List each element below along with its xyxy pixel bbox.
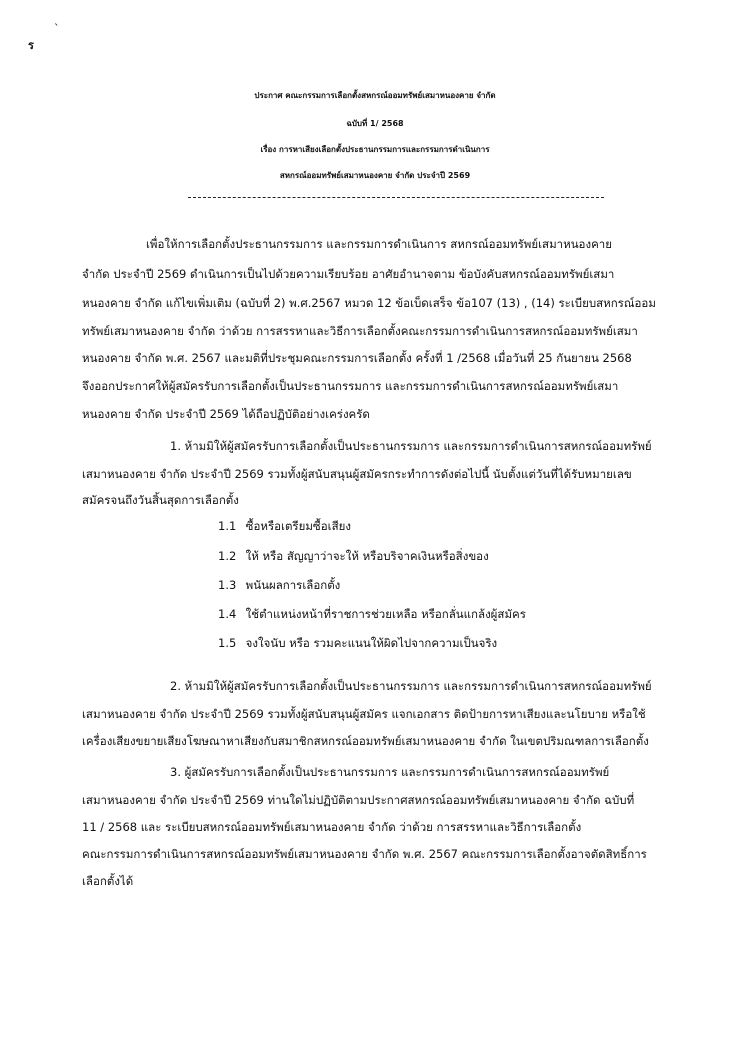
list-item-text: ให้ หรือ สัญญาว่าจะให้ หรือบริจาคเงินหรือสิ่งของ bbox=[245, 549, 489, 563]
list-item-number: 1.2 bbox=[218, 549, 237, 563]
paragraph-line: ทรัพย์เสมาหนองคาย จำกัด ว่าด้วย การสรรหาและวิธีการเลือกตั้งคณะกรรมการดำเนินการสหกรณ์ออมทรัพย์เสมา bbox=[82, 324, 638, 338]
paragraph-line: จำกัด ประจำปี 2569 ดำเนินการเป็นไปด้วยความเรียบร้อย อาศัยอำนาจตาม ข้อบังคับสหกรณ์ออมทรัพย์เสมา bbox=[82, 267, 615, 281]
announcement-number: ฉบับที่ 1/ 2568 bbox=[346, 119, 404, 128]
list-item-number: 1.5 bbox=[218, 636, 237, 650]
list-item-text: พนันผลการเลือกตั้ง bbox=[245, 578, 341, 592]
list-item-text: จงใจนับ หรือ รวมคะแนนให้ผิดไปจากความเป็นจริง bbox=[245, 636, 498, 650]
list-item-number: 1.3 bbox=[218, 578, 237, 592]
paragraph-line: เพื่อให้การเลือกตั้งประธานกรรมการ และกรรมการดำเนินการ สหกรณ์ออมทรัพย์เสมาหนองคาย bbox=[146, 237, 612, 251]
paragraph-line: 2. ห้ามมิให้ผู้สมัครรับการเลือกตั้งเป็นประธานกรรมการ และกรรมการดำเนินการสหกรณ์ออมทรัพย์ bbox=[170, 679, 652, 693]
paragraph-line: เลือกตั้งได้ bbox=[82, 874, 134, 888]
paragraph-line: หนองคาย จำกัด พ.ศ. 2567 และมติที่ประชุมคณะกรรมการเลือกตั้ง ครั้งที่ 1 /2568 เมื่อวันที่ 25 กันยายน 2568 bbox=[82, 351, 632, 365]
announcement-title: ประกาศ คณะกรรมการเลือกตั้งสหกรณ์ออมทรัพย์เสมาหนองคาย จำกัด bbox=[254, 91, 496, 100]
list-item bbox=[218, 548, 489, 564]
list-item bbox=[218, 606, 526, 622]
paragraph-line: 1. ห้ามมิให้ผู้สมัครรับการเลือกตั้งเป็นประธานกรรมการ และกรรมการดำเนินการสหกรณ์ออมทรัพย์ bbox=[170, 439, 652, 453]
list-item-text: ซื้อหรือเตรียมซื้อเสียง bbox=[245, 519, 351, 533]
announcement-subject-cont: สหกรณ์ออมทรัพย์เสมาหนองคาย จำกัด ประจำปี 2569 bbox=[279, 171, 471, 180]
divider-line bbox=[188, 197, 604, 198]
paragraph-line: หนองคาย จำกัด ประจำปี 2569 ได้ถือปฏิบัติอย่างเคร่งครัด bbox=[82, 407, 370, 421]
list-item-number: 1.1 bbox=[218, 519, 237, 533]
paragraph-line: เครื่องเสียงขยายเสียงโฆษณาหาเสียงกับสมาชิกสหกรณ์ออมทรัพย์เสมาหนองคาย จำกัด ในเขตปริมณฑลการเลือกตั้ง bbox=[82, 734, 649, 748]
paragraph-line: จึงออกประกาศให้ผู้สมัครรับการเลือกตั้งเป็นประธานกรรมการ และกรรมการดำเนินการสหกรณ์ออมทรัพย์เสมา bbox=[82, 379, 619, 393]
list-item bbox=[218, 635, 497, 651]
paragraph-line: เสมาหนองคาย จำกัด ประจำปี 2569 รวมทั้งผู้สนับสนุนผู้สมัคร แจกเอกสาร ติดป้ายการหาเสียงและนโยบาย หรือใช้ bbox=[82, 707, 646, 721]
paragraph-line: เสมาหนองคาย จำกัด ประจำปี 2569 รวมทั้งผู้สนับสนุนผู้สมัครกระทำการดังต่อไปนี้ นับตั้งแต่วันที่ได้รับหมายเลข bbox=[82, 467, 632, 481]
paragraph-line: คณะกรรมการดำเนินการสหกรณ์ออมทรัพย์เสมาหนองคาย จำกัด พ.ศ. 2567 คณะกรรมการเลือกตั้งอาจตัดสิทธิ์การ bbox=[82, 847, 647, 861]
list-item bbox=[218, 577, 340, 593]
tick-mark: ` bbox=[54, 22, 60, 35]
paragraph-line: สมัครจนถึงวันสิ้นสุดการเลือกตั้ง bbox=[82, 493, 239, 507]
announcement-subject: เรื่อง การหาเสียงเลือกตั้งประธานกรรมการและกรรมการดำเนินการ bbox=[260, 145, 490, 154]
list-item bbox=[218, 518, 351, 534]
paragraph-line: 3. ผู้สมัครรับการเลือกตั้งเป็นประธานกรรมการ และกรรมการดำเนินการสหกรณ์ออมทรัพย์ bbox=[170, 765, 610, 779]
paragraph-line: หนองคาย จำกัด แก้ไขเพิ่มเติม (ฉบับที่ 2) พ.ศ.2567 หมวด 12 ข้อเบ็ดเสร็จ ข้อ107 (13) , (14) ระเบียบสหกรณ์ออม bbox=[82, 296, 656, 310]
list-item-number: 1.4 bbox=[218, 607, 237, 621]
paragraph-line: 11 / 2568 และ ระเบียบสหกรณ์ออมทรัพย์เสมาหนองคาย จำกัด ว่าด้วย การสรรหาและวิธีการเลือกตั้ง bbox=[82, 820, 582, 834]
corner-mark: ร bbox=[28, 39, 34, 52]
list-item-text: ใช้ตำแหน่งหน้าที่ราชการช่วยเหลือ หรือกลั่นแกล้งผู้สมัคร bbox=[245, 607, 526, 621]
paragraph-line: เสมาหนองคาย จำกัด ประจำปี 2569 ท่านใดไม่ปฏิบัติตามประกาศสหกรณ์ออมทรัพย์เสมาหนองคาย จำกัด ฉบับที่ bbox=[82, 793, 635, 807]
